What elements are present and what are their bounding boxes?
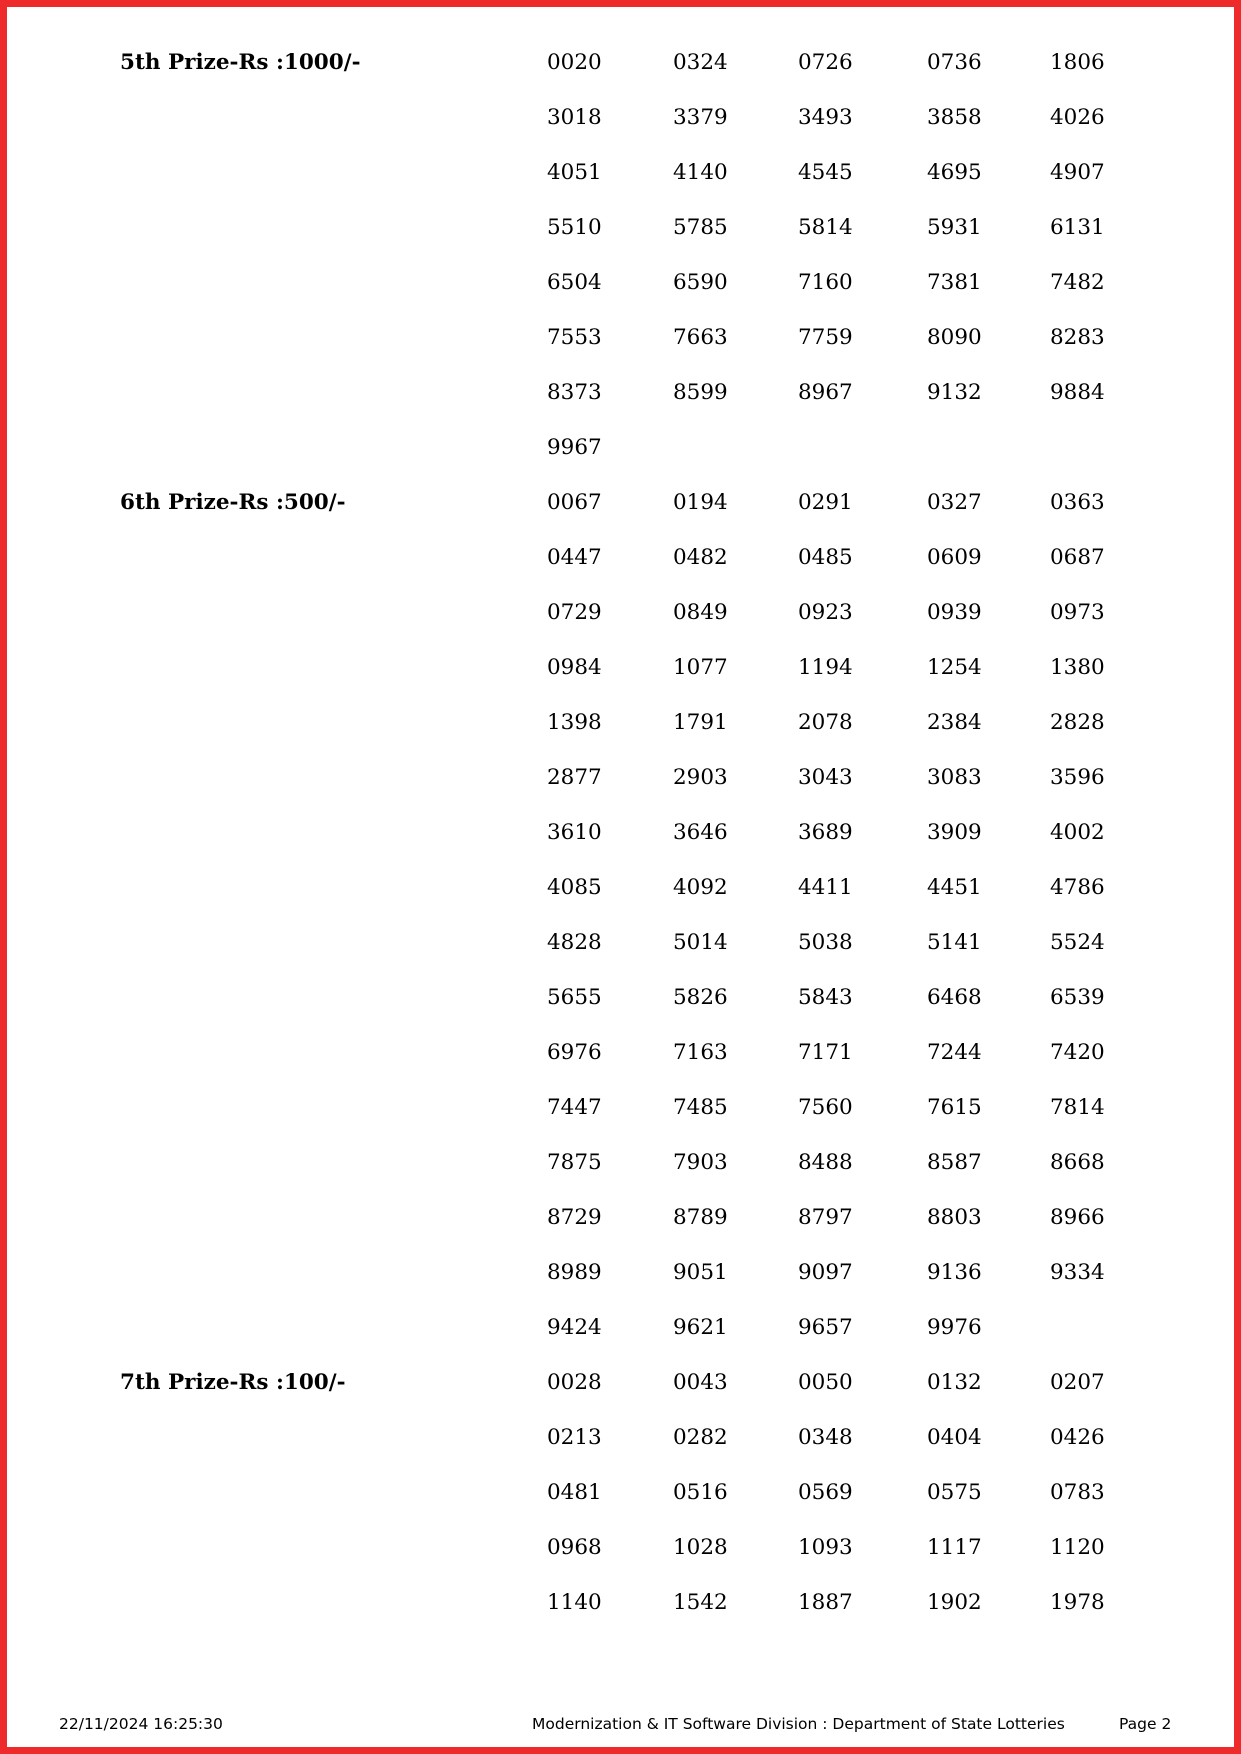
ticket-number: 5141 xyxy=(927,930,982,955)
ticket-number: 0481 xyxy=(547,1480,602,1505)
ticket-number: 0028 xyxy=(547,1370,602,1395)
ticket-number: 0923 xyxy=(798,600,853,625)
prize-row xyxy=(0,1025,1241,1080)
ticket-number: 3909 xyxy=(927,820,982,845)
ticket-number: 0783 xyxy=(1050,1480,1105,1505)
ticket-number: 4411 xyxy=(798,875,853,900)
ticket-number: 5510 xyxy=(547,215,602,240)
ticket-number: 6504 xyxy=(547,270,602,295)
ticket-number: 7759 xyxy=(798,325,853,350)
ticket-number: 0363 xyxy=(1050,490,1105,515)
ticket-number: 0609 xyxy=(927,545,982,570)
ticket-number: 7171 xyxy=(798,1040,853,1065)
ticket-number: 2828 xyxy=(1050,710,1105,735)
ticket-number: 0485 xyxy=(798,545,853,570)
ticket-number: 8967 xyxy=(798,380,853,405)
ticket-number: 0575 xyxy=(927,1480,982,1505)
ticket-number: 8803 xyxy=(927,1205,982,1230)
ticket-number: 1117 xyxy=(927,1535,982,1560)
ticket-number: 9097 xyxy=(798,1260,853,1285)
ticket-number: 0050 xyxy=(798,1370,853,1395)
ticket-number: 3858 xyxy=(927,105,982,130)
ticket-number: 3043 xyxy=(798,765,853,790)
prize-row xyxy=(0,860,1241,915)
ticket-number: 5524 xyxy=(1050,930,1105,955)
ticket-number: 0327 xyxy=(927,490,982,515)
prize-row xyxy=(0,585,1241,640)
ticket-number: 6976 xyxy=(547,1040,602,1065)
ticket-number: 9424 xyxy=(547,1315,602,1340)
ticket-number: 8599 xyxy=(673,380,728,405)
footer-timestamp: 22/11/2024 16:25:30 xyxy=(59,1715,223,1733)
footer-page-number: Page 2 xyxy=(1119,1715,1172,1733)
ticket-number: 7381 xyxy=(927,270,982,295)
ticket-number: 1887 xyxy=(798,1590,853,1615)
ticket-number: 0726 xyxy=(798,50,853,75)
ticket-number: 3689 xyxy=(798,820,853,845)
ticket-number: 4002 xyxy=(1050,820,1105,845)
ticket-number: 0404 xyxy=(927,1425,982,1450)
ticket-number: 3083 xyxy=(927,765,982,790)
prize-row xyxy=(0,35,1241,90)
ticket-number: 1140 xyxy=(547,1590,602,1615)
ticket-number: 1194 xyxy=(798,655,853,680)
ticket-number: 8789 xyxy=(673,1205,728,1230)
ticket-number: 1093 xyxy=(798,1535,853,1560)
ticket-number: 8090 xyxy=(927,325,982,350)
ticket-number: 0132 xyxy=(927,1370,982,1395)
ticket-number: 4051 xyxy=(547,160,602,185)
ticket-number: 8373 xyxy=(547,380,602,405)
ticket-number: 8797 xyxy=(798,1205,853,1230)
ticket-number: 3596 xyxy=(1050,765,1105,790)
prize-row xyxy=(0,695,1241,750)
ticket-number: 9884 xyxy=(1050,380,1105,405)
ticket-number: 7244 xyxy=(927,1040,982,1065)
ticket-number: 0482 xyxy=(673,545,728,570)
ticket-number: 0973 xyxy=(1050,600,1105,625)
ticket-number: 4451 xyxy=(927,875,982,900)
ticket-number: 7447 xyxy=(547,1095,602,1120)
prize-row xyxy=(0,640,1241,695)
ticket-number: 7160 xyxy=(798,270,853,295)
ticket-number: 9657 xyxy=(798,1315,853,1340)
prize-label: 6th Prize-Rs :500/- xyxy=(120,490,346,515)
ticket-number: 4545 xyxy=(798,160,853,185)
ticket-number: 0426 xyxy=(1050,1425,1105,1450)
ticket-number: 8966 xyxy=(1050,1205,1105,1230)
ticket-number: 5826 xyxy=(673,985,728,1010)
ticket-number: 9967 xyxy=(547,435,602,460)
ticket-number: 5038 xyxy=(798,930,853,955)
ticket-number: 1902 xyxy=(927,1590,982,1615)
ticket-number: 0729 xyxy=(547,600,602,625)
ticket-number: 0020 xyxy=(547,50,602,75)
ticket-number: 0968 xyxy=(547,1535,602,1560)
prize-row xyxy=(0,255,1241,310)
prize-row xyxy=(0,1245,1241,1300)
ticket-number: 4695 xyxy=(927,160,982,185)
ticket-number: 6131 xyxy=(1050,215,1105,240)
prize-row xyxy=(0,805,1241,860)
ticket-number: 2903 xyxy=(673,765,728,790)
ticket-number: 7163 xyxy=(673,1040,728,1065)
ticket-number: 0516 xyxy=(673,1480,728,1505)
ticket-number: 0324 xyxy=(673,50,728,75)
ticket-number: 1978 xyxy=(1050,1590,1105,1615)
ticket-number: 3379 xyxy=(673,105,728,130)
ticket-number: 4026 xyxy=(1050,105,1105,130)
ticket-number: 8587 xyxy=(927,1150,982,1175)
ticket-number: 0043 xyxy=(673,1370,728,1395)
ticket-number: 0939 xyxy=(927,600,982,625)
ticket-number: 8729 xyxy=(547,1205,602,1230)
prize-row xyxy=(0,1135,1241,1190)
ticket-number: 0687 xyxy=(1050,545,1105,570)
ticket-number: 4140 xyxy=(673,160,728,185)
prize-row xyxy=(0,1410,1241,1465)
ticket-number: 5655 xyxy=(547,985,602,1010)
prize-row xyxy=(0,475,1241,530)
prize-label: 7th Prize-Rs :100/- xyxy=(120,1370,346,1395)
prize-row xyxy=(0,1355,1241,1410)
ticket-number: 1398 xyxy=(547,710,602,735)
prize-results xyxy=(0,35,1241,1630)
ticket-number: 0291 xyxy=(798,490,853,515)
ticket-number: 6468 xyxy=(927,985,982,1010)
prize-row xyxy=(0,365,1241,420)
ticket-number: 9334 xyxy=(1050,1260,1105,1285)
prize-row xyxy=(0,1465,1241,1520)
ticket-number: 8668 xyxy=(1050,1150,1105,1175)
ticket-number: 4085 xyxy=(547,875,602,900)
ticket-number: 0282 xyxy=(673,1425,728,1450)
ticket-number: 0569 xyxy=(798,1480,853,1505)
ticket-number: 5814 xyxy=(798,215,853,240)
ticket-number: 1120 xyxy=(1050,1535,1105,1560)
ticket-number: 5931 xyxy=(927,215,982,240)
ticket-number: 0067 xyxy=(547,490,602,515)
ticket-number: 7814 xyxy=(1050,1095,1105,1120)
ticket-number: 7663 xyxy=(673,325,728,350)
ticket-number: 4786 xyxy=(1050,875,1105,900)
prize-row xyxy=(0,530,1241,585)
ticket-number: 7485 xyxy=(673,1095,728,1120)
ticket-number: 0194 xyxy=(673,490,728,515)
ticket-number: 1791 xyxy=(673,710,728,735)
prize-row xyxy=(0,750,1241,805)
ticket-number: 5843 xyxy=(798,985,853,1010)
prize-row xyxy=(0,200,1241,255)
ticket-number: 3493 xyxy=(798,105,853,130)
ticket-number: 7482 xyxy=(1050,270,1105,295)
ticket-number: 8283 xyxy=(1050,325,1105,350)
ticket-number: 9132 xyxy=(927,380,982,405)
ticket-number: 3018 xyxy=(547,105,602,130)
prize-row xyxy=(0,420,1241,475)
ticket-number: 7420 xyxy=(1050,1040,1105,1065)
ticket-number: 2078 xyxy=(798,710,853,735)
ticket-number: 0736 xyxy=(927,50,982,75)
ticket-number: 1077 xyxy=(673,655,728,680)
prize-row xyxy=(0,1575,1241,1630)
footer-division: Modernization & IT Software Division : Department of State Lotteries xyxy=(532,1715,1065,1733)
prize-row xyxy=(0,145,1241,200)
ticket-number: 0849 xyxy=(673,600,728,625)
ticket-number: 4907 xyxy=(1050,160,1105,185)
ticket-number: 9136 xyxy=(927,1260,982,1285)
ticket-number: 5014 xyxy=(673,930,728,955)
ticket-number: 0984 xyxy=(547,655,602,680)
ticket-number: 2384 xyxy=(927,710,982,735)
ticket-number: 1542 xyxy=(673,1590,728,1615)
prize-label: 5th Prize-Rs :1000/- xyxy=(120,50,361,75)
ticket-number: 0447 xyxy=(547,545,602,570)
ticket-number: 8989 xyxy=(547,1260,602,1285)
ticket-number: 7903 xyxy=(673,1150,728,1175)
ticket-number: 1806 xyxy=(1050,50,1105,75)
ticket-number: 4828 xyxy=(547,930,602,955)
ticket-number: 7553 xyxy=(547,325,602,350)
ticket-number: 3610 xyxy=(547,820,602,845)
ticket-number: 3646 xyxy=(673,820,728,845)
ticket-number: 1254 xyxy=(927,655,982,680)
ticket-number: 7875 xyxy=(547,1150,602,1175)
ticket-number: 6590 xyxy=(673,270,728,295)
prize-row xyxy=(0,90,1241,145)
prize-row xyxy=(0,1520,1241,1575)
ticket-number: 0348 xyxy=(798,1425,853,1450)
ticket-number: 9621 xyxy=(673,1315,728,1340)
prize-row xyxy=(0,1190,1241,1245)
ticket-number: 8488 xyxy=(798,1150,853,1175)
ticket-number: 0213 xyxy=(547,1425,602,1450)
ticket-number: 6539 xyxy=(1050,985,1105,1010)
ticket-number: 5785 xyxy=(673,215,728,240)
ticket-number: 2877 xyxy=(547,765,602,790)
ticket-number: 9976 xyxy=(927,1315,982,1340)
ticket-number: 1028 xyxy=(673,1535,728,1560)
prize-row xyxy=(0,310,1241,365)
ticket-number: 0207 xyxy=(1050,1370,1105,1395)
ticket-number: 9051 xyxy=(673,1260,728,1285)
ticket-number: 7560 xyxy=(798,1095,853,1120)
ticket-number: 4092 xyxy=(673,875,728,900)
prize-row xyxy=(0,915,1241,970)
prize-row xyxy=(0,1300,1241,1355)
prize-row xyxy=(0,970,1241,1025)
ticket-number: 7615 xyxy=(927,1095,982,1120)
ticket-number: 1380 xyxy=(1050,655,1105,680)
prize-row xyxy=(0,1080,1241,1135)
